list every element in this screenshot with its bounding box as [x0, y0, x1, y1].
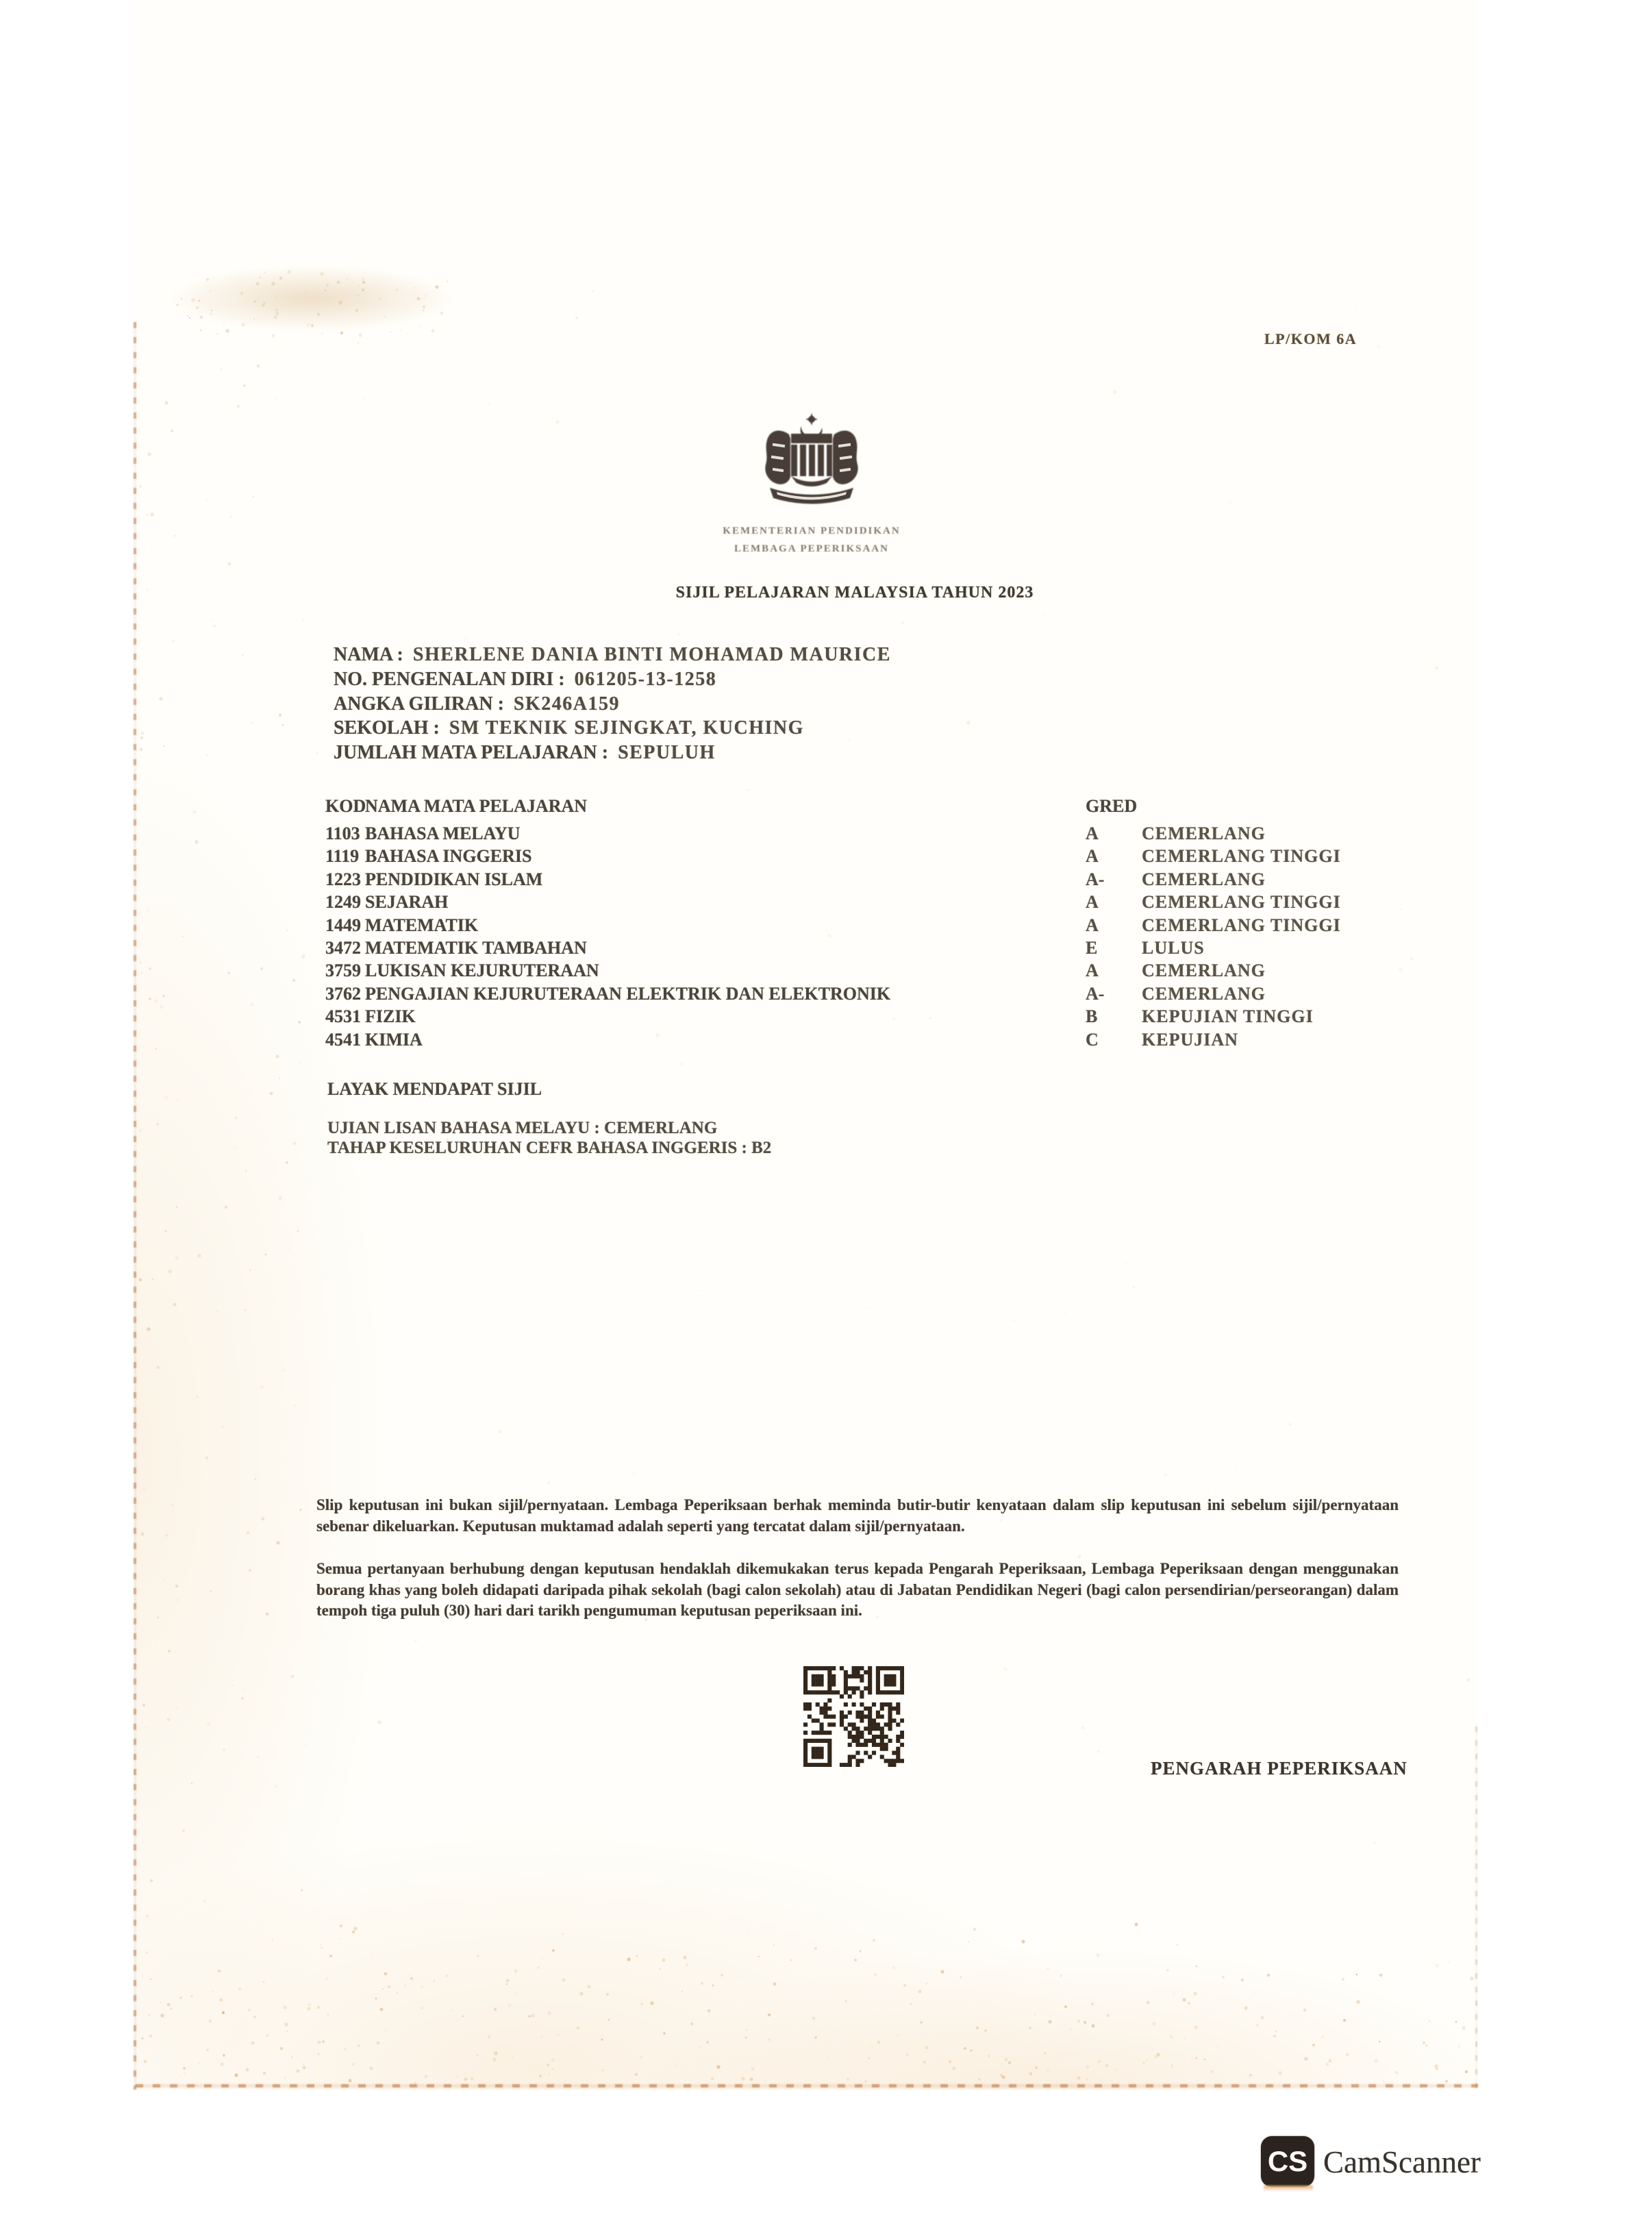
- subject-grade: E: [1086, 937, 1098, 958]
- camscanner-logo-shadow: [1264, 2185, 1313, 2192]
- result-row: [325, 984, 1341, 1006]
- scan-smudge: [168, 266, 455, 331]
- subject-name: BAHASA MELAYU: [365, 823, 521, 843]
- result-row: [325, 892, 1341, 915]
- subject-grade: B: [1086, 1006, 1098, 1027]
- grade-statement: CEMERLANG TINGGI: [1142, 915, 1341, 935]
- paper-edge-left: [134, 322, 136, 2090]
- grade-statement: LULUS: [1142, 937, 1205, 958]
- subject-code: 3759: [325, 961, 361, 981]
- oral-test-result: UJIAN LISAN BAHASA MELAYU : CEMERLANG: [327, 1119, 718, 1137]
- document-title: SIJIL PELAJARAN MALAYSIA TAHUN 2023: [675, 584, 1034, 602]
- examinations-board-name: LEMBAGA PEPERIKSAAN: [734, 543, 889, 554]
- subject-name: PENGAJIAN KEJURUTERAAN ELEKTRIK DAN ELEKTRONIK: [365, 983, 891, 1004]
- candidate-index-row: [334, 692, 891, 717]
- qualification-statement: LAYAK MENDAPAT SIJIL: [327, 1079, 542, 1099]
- field-label: JUMLAH MATA PELAJARAN :: [334, 742, 609, 764]
- subject-name: BAHASA INGGERIS: [365, 846, 532, 867]
- camscanner-wordmark: CamScanner: [1323, 2145, 1481, 2179]
- disclaimer-paragraph-1: Slip keputusan ini bukan sijil/pernyataan. Lembaga Peperiksaan berhak meminda butir-butir kenyataan dalam slip keputusan ini sebelum sijil/pernyataan sebenar dikeluarkan. Keputusan muktamad adalah seperti yang tercatat dalam sijil/pernyataan.: [316, 1496, 1399, 1535]
- subject-code: 1103: [325, 823, 360, 843]
- grade-statement: CEMERLANG TINGGI: [1142, 892, 1341, 913]
- column-header-nama: NAMA MATA PELAJARAN: [365, 796, 588, 816]
- subject-grade: A: [1086, 892, 1099, 913]
- paper-edge-bottom: [136, 2084, 1478, 2088]
- result-row: [325, 1030, 1341, 1052]
- result-row: [325, 915, 1341, 938]
- subject-grade: A: [1086, 915, 1099, 935]
- subject-code: 1223: [325, 869, 361, 889]
- subject-code: 1449: [325, 915, 361, 935]
- subject-name: SEJARAH: [365, 892, 449, 913]
- subject-grade: A: [1086, 823, 1099, 843]
- subject-grade: C: [1086, 1029, 1099, 1050]
- results-header-row: [325, 796, 1341, 823]
- qr-code: [803, 1666, 904, 1767]
- disclaimer-paragraph-2: Semua pertanyaan berhubung dengan keputusan hendaklah dikemukakan terus kepada Pengarah Peperiksaan, Lembaga Peperiksaan dengan menggunakan borang khas yang boleh didapati daripada pihak sekolah (bagi calon sekolah) atau di Jabatan Pendidikan Negeri (bagi calon persendirian/perseorangan) dalam tempoh tiga puluh (30) hari dari tarikh pengumuman keputusan peperiksaan ini.: [316, 1560, 1399, 1620]
- form-code: LP/KOM 6A: [1264, 330, 1357, 347]
- grade-statement: CEMERLANG: [1142, 983, 1266, 1004]
- subject-code: 3472: [325, 937, 361, 958]
- grade-statement: CEMERLANG TINGGI: [1142, 846, 1341, 867]
- candidate-school-row: [334, 716, 891, 741]
- signature-title: PENGARAH PEPERIKSAAN: [1151, 1758, 1407, 1779]
- candidate-name-row: [334, 643, 891, 667]
- subject-code: 3762: [325, 983, 361, 1004]
- grade-statement: CEMERLANG: [1142, 823, 1266, 843]
- field-value: SEPULUH: [618, 742, 716, 764]
- malaysia-coat-of-arms-icon: [759, 411, 864, 517]
- subject-code: 1249: [325, 892, 361, 913]
- result-row: [325, 846, 1341, 869]
- cefr-level: TAHAP KESELURUHAN CEFR BAHASA INGGERIS : B2: [327, 1139, 772, 1157]
- field-value: SK246A159: [513, 693, 620, 715]
- candidate-ic-row: [334, 667, 891, 692]
- subject-grade: A-: [1086, 983, 1105, 1004]
- column-header-kod: KOD: [325, 796, 366, 816]
- subject-name: MATEMATIK: [365, 915, 479, 935]
- candidate-details: [334, 643, 891, 765]
- grade-statement: CEMERLANG: [1142, 961, 1266, 981]
- result-row: [325, 961, 1341, 983]
- subject-name: FIZIK: [365, 1006, 416, 1027]
- subject-code: 4541: [325, 1029, 361, 1050]
- field-label: ANGKA GILIRAN :: [334, 693, 504, 715]
- grade-statement: KEPUJIAN TINGGI: [1142, 1006, 1314, 1027]
- camscanner-logo-icon: CS: [1261, 2136, 1314, 2187]
- field-value: 061205-13-1258: [574, 668, 717, 690]
- grade-statement: CEMERLANG: [1142, 869, 1266, 889]
- field-label: NO. PENGENALAN DIRI :: [334, 668, 565, 690]
- subject-grade: A: [1086, 846, 1099, 867]
- subject-name: MATEMATIK TAMBAHAN: [365, 937, 587, 958]
- ministry-name: KEMENTERIAN PENDIDIKAN: [723, 525, 901, 536]
- result-row: [325, 938, 1341, 961]
- candidate-subject-count-row: [334, 741, 891, 765]
- result-row: [325, 1006, 1341, 1029]
- field-value: SM TEKNIK SEJINGKAT, KUCHING: [449, 717, 804, 739]
- subject-code: 1119: [325, 846, 360, 867]
- grade-statement: KEPUJIAN: [1142, 1029, 1238, 1050]
- subject-grade: A: [1086, 961, 1099, 981]
- field-value: SHERLENE DANIA BINTI MOHAMAD MAURICE: [412, 644, 891, 665]
- result-row: [325, 823, 1341, 846]
- results-table: [325, 796, 1341, 1052]
- paper-edge-right: [1475, 1726, 1477, 2088]
- subject-name: PENDIDIKAN ISLAM: [365, 869, 543, 889]
- column-header-gred: GRED: [1086, 796, 1138, 816]
- subject-code: 4531: [325, 1006, 361, 1027]
- subject-grade: A-: [1086, 869, 1105, 889]
- result-row: [325, 869, 1341, 892]
- field-label: SEKOLAH :: [334, 717, 440, 739]
- subject-name: KIMIA: [365, 1029, 423, 1050]
- field-label: NAMA :: [334, 644, 403, 665]
- subject-name: LUKISAN KEJURUTERAAN: [365, 961, 599, 981]
